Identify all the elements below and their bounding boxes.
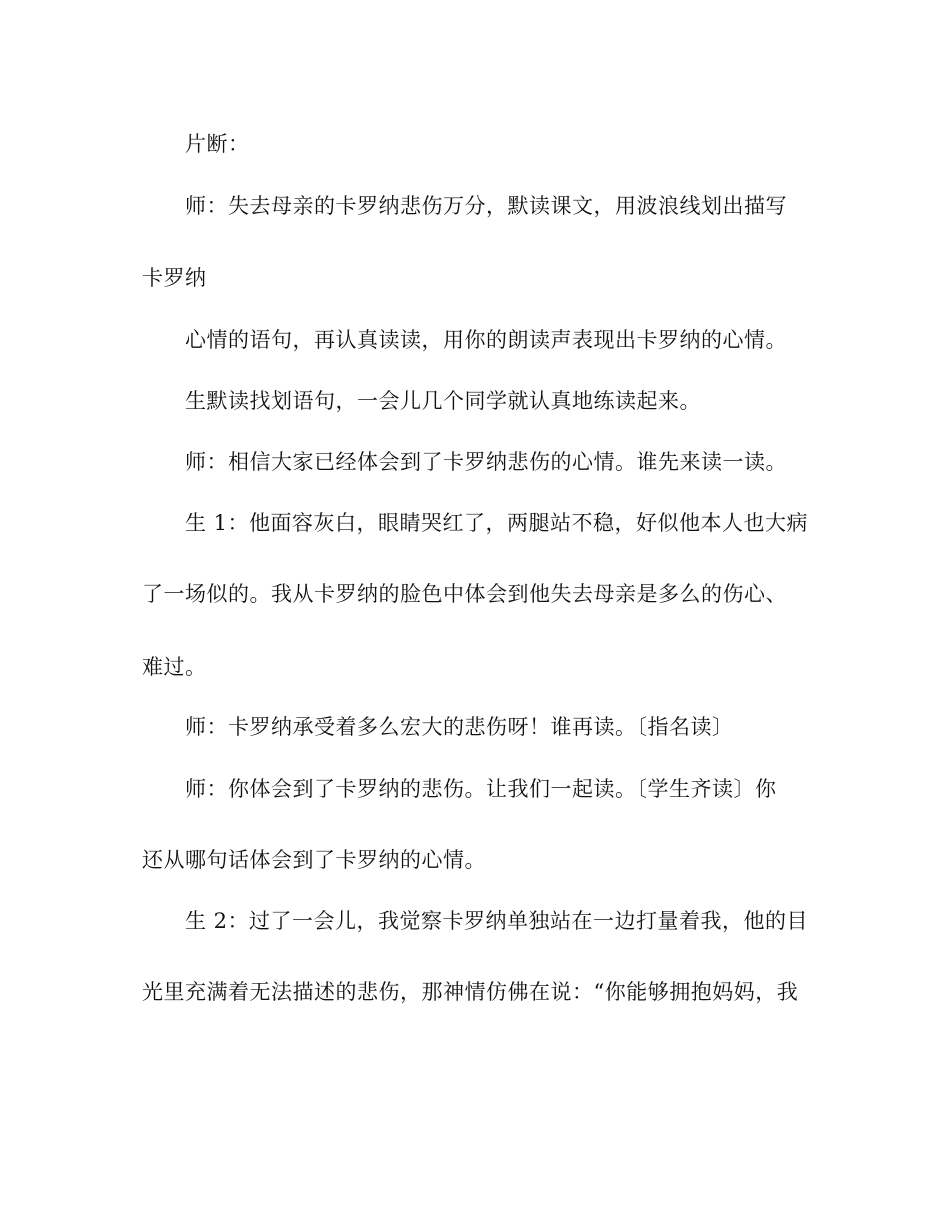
paragraph-line-12: 还从哪句话体会到了卡罗纳的心情。	[142, 848, 486, 872]
paragraph-line-2: 师：失去母亲的卡罗纳悲伤万分，默读课文，用波浪线划出描写	[185, 194, 787, 218]
paragraph-line-7: 生 1：他面容灰白，眼睛哭红了，两腿站不稳，好似他本人也大病	[185, 511, 809, 535]
paragraph-line-11: 师：你体会到了卡罗纳的悲伤。让我们一起读。〔学生齐读〕你	[185, 777, 777, 801]
paragraph-line-13: 生 2：过了一会儿，我觉察卡罗纳单独站在一边打量着我，他的目	[185, 909, 809, 933]
paragraph-line-3: 卡罗纳	[142, 266, 207, 290]
paragraph-line-4: 心情的语句，再认真读读，用你的朗读声表现出卡罗纳的心情。	[185, 328, 787, 352]
paragraph-line-14: 光里充满着无法描述的悲伤，那神情仿佛在说：“你能够拥抱妈妈，我	[142, 980, 799, 1004]
paragraph-line-10: 师：卡罗纳承受着多么宏大的悲伤呀！谁再读。〔指名读〕	[185, 715, 734, 739]
paragraph-line-9: 难过。	[142, 655, 207, 679]
paragraph-line-5: 生默读找划语句，一会儿几个同学就认真地练读起来。	[185, 389, 701, 413]
paragraph-line-8: 了一场似的。我从卡罗纳的脸色中体会到他失去母亲是多么的伤心、	[142, 582, 787, 606]
paragraph-line-1: 片断：	[185, 132, 250, 156]
paragraph-line-6: 师：相信大家已经体会到了卡罗纳悲伤的心情。谁先来读一读。	[185, 450, 787, 474]
